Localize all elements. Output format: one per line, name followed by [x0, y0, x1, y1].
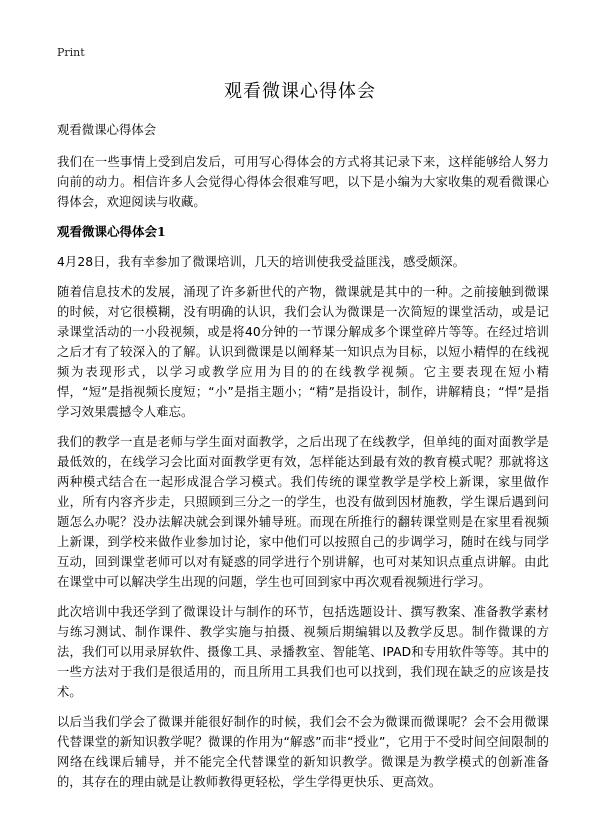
document-body	[57, 120, 549, 802]
document-subtitle: 观看微课心得体会	[57, 123, 157, 137]
body-paragraph-2: 随着信息技术的发展，涌现了许多新世代的产物，微课就是其中的一种。之前接触到微课的时候，对它很模糊，没有明确的认识，我们会认为微课是一次简短的课堂活动，或是记录课堂活动的一小段视频，或是将40分钟的一节课分解成多个课堂碎片等等。在经过培训之后才有了较深入的了解。认识到微课是以阐释某一知识点为目标，以短小精悍的在线视频为表现形式，以学习或教学应用为目的的在线教学视频。它主要表现在短小精悍，“短”是指视频长度短；“小”是指主题小；“精”是指设计，制作，讲解精良；“悍”是指学习效果震撼令人难忘。	[57, 285, 549, 419]
page-title: 观看微课心得体会	[224, 81, 376, 102]
intro-paragraph: 我们在一些事情上受到启发后，可用写心得体会的方式将其记录下来，这样能够给人努力向前的动力。相信许多人会觉得心得体会很难写吧，以下是小编为大家收集的观看微课心得体会，欢迎阅读与收藏。	[57, 155, 549, 209]
print-link[interactable]: Print	[57, 46, 85, 59]
body-paragraph-3: 我们的教学一直是老师与学生面对面教学，之后出现了在线教学，但单纯的面对面教学是最低效的，在线学习会比面对面教学更有效，怎样能达到最有效的教育模式呢？那就将这两种模式结合在一起形成混合学习模式。我们传统的课堂教学是学校上新课，家里做作业，所有内容齐步走，只照顾到三分之一的学生，也没有做到因材施教，学生课后遇到问题怎么办呢？没办法解决就会到课外辅导班。而现在所推行的翻转课堂则是在家里看视频上新课，到学校来做作业参加讨论，家中他们可以按照自己的步调学习，随时在线与同学互动，回到课堂老师可以对有疑惑的同学进行个别讲解，也可对某知识点重点讲解。由此在课堂中可以解决学生出现的问题，学生也可回到家中再次观看视频进行学习。	[57, 435, 549, 589]
body-paragraph-1: 4月28日，我有幸参加了微课培训，几天的培训使我受益匪浅，感受颇深。	[57, 255, 466, 269]
section-heading: 观看微课心得体会1	[57, 224, 166, 239]
body-paragraph-5: 以后当我们学会了微课并能很好制作的时候，我们会不会为微课而微课呢？会不会用微课代替课堂的新知识教学呢？微课的作用为“解惑”而非“授业”，它用于不受时间空间限制的网络在线课后辅导，并不能完全代替课堂的新知识教学。微课是为教学模式的创新准备的，其存在的理由就是让教师教得更轻松，学生学得更快乐、更高效。	[57, 715, 549, 789]
body-paragraph-4: 此次培训中我还学到了微课设计与制作的环节，包括选题设计、撰写教案、准备教学素材与练习测试、制作课件、教学实施与拍摄、视频后期编辑以及教学反思。制作微课的方法，我们可以用录屏软件、摄像工具、录播教室、智能笔、IPAD和专用软件等等。其中的一些方法对于我们是很适用的，而且所用工具我们也可以找到，我们现在缺乏的应该是技术。	[57, 605, 549, 699]
